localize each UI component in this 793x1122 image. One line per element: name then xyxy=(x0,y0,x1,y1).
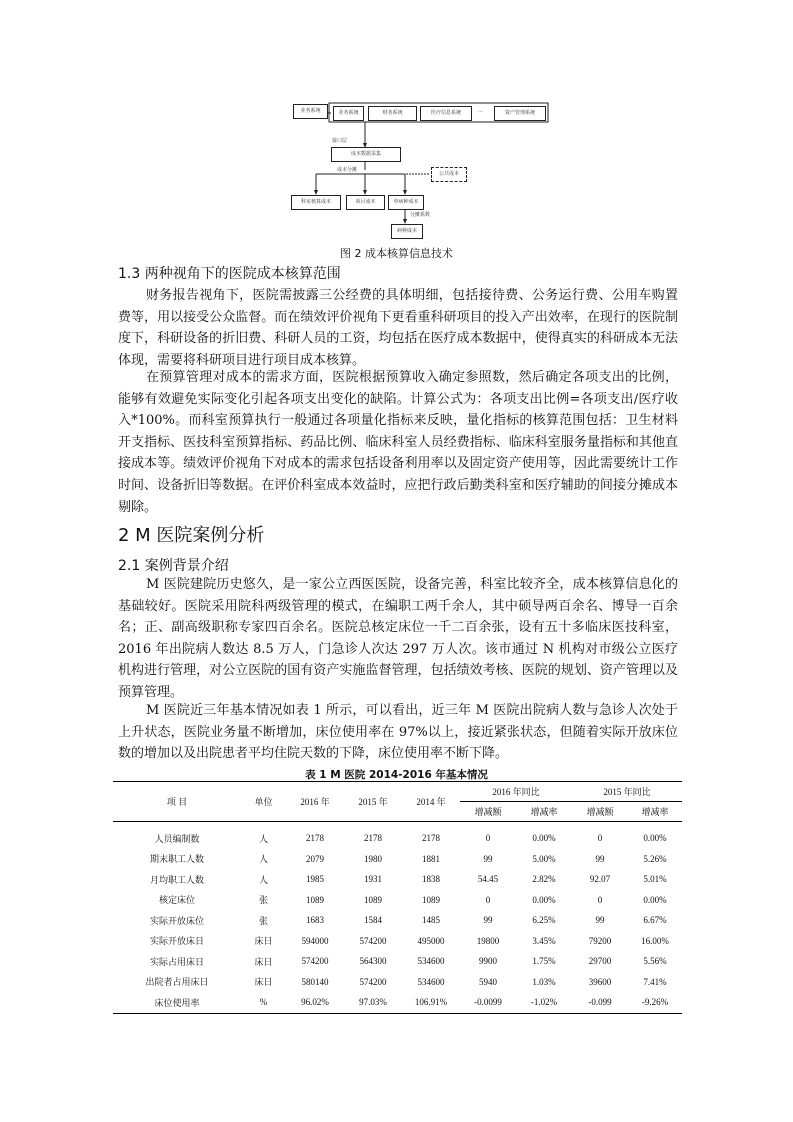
cell-inc-rate-2015: 0.00% xyxy=(643,833,667,844)
cell-inc-amount-2015: 0 xyxy=(597,833,603,844)
header-2015: 2015 年 xyxy=(344,782,402,822)
cell-inc-amount-2016: 99 xyxy=(483,915,493,926)
diagram-allocation-label: 成本分摊 xyxy=(337,167,358,173)
cell-inc-rate-2016: 3.45% xyxy=(532,935,556,946)
cell-inc-amount-2015: 0 xyxy=(597,894,603,905)
cell-unit: % xyxy=(241,992,286,1013)
cell-unit: 床日 xyxy=(254,977,273,988)
section-2-heading: 2 M 医院案例分析 xyxy=(118,525,265,546)
cell-y2015: 1089 xyxy=(364,894,382,905)
diagram-output-box-2: 项目成本 xyxy=(346,195,385,210)
cell-y2016: 1089 xyxy=(306,894,324,905)
cell-inc-rate-2016: 5.00% xyxy=(532,853,556,864)
header-2016: 2016 年 xyxy=(286,782,344,822)
cell-y2016: 580140 xyxy=(301,976,329,987)
cell-inc-rate-2015: 16.00% xyxy=(641,935,669,946)
cell-y2016: 2079 xyxy=(306,853,324,864)
table-body xyxy=(113,822,682,1014)
cell-y2014: 1089 xyxy=(422,894,440,905)
header-2014: 2014 年 xyxy=(402,782,460,822)
table-row xyxy=(113,972,682,993)
diagram-public-box: 公共成本 xyxy=(431,167,467,182)
cell-unit: 张 xyxy=(258,915,268,926)
cell-inc-rate-2016: 0.00% xyxy=(532,894,556,905)
cell-unit: 床日 xyxy=(254,936,273,947)
section-2-1-heading: 2.1 案例背景介绍 xyxy=(118,558,229,574)
table-row xyxy=(113,992,682,1013)
header-unit: 单位 xyxy=(241,782,286,822)
diagram-side-label: 分摊系数 xyxy=(410,212,431,218)
cell-y2014: 1881 xyxy=(422,853,440,864)
diagram-interface-label: 接口层 xyxy=(332,138,348,144)
table-row xyxy=(113,931,682,952)
cell-inc-rate-2015: 5.56% xyxy=(643,956,667,967)
cell-y2015: 574200 xyxy=(359,935,387,946)
cell-inc-rate-2016: 1.03% xyxy=(532,976,556,987)
cell-item: 核定床位 xyxy=(158,895,195,906)
cell-inc-rate-2016: -1.02% xyxy=(516,992,572,1013)
cell-y2015: 1584 xyxy=(364,915,382,926)
cell-y2015: 1931 xyxy=(364,874,382,885)
diagram-group-box-5: 资产管理系统 xyxy=(494,106,546,121)
diagram-connectors xyxy=(0,0,793,260)
cell-inc-amount-2016: 54.45 xyxy=(477,874,499,885)
diagram-group-box-1: 业务系统 xyxy=(333,106,364,121)
cell-inc-rate-2016: 2.82% xyxy=(532,874,556,885)
cell-item: 床位使用率 xyxy=(113,992,241,1013)
header-inc-rate-2016: 增减率 xyxy=(516,802,572,822)
diagram-group-box-3: 医疗信息系统 xyxy=(420,106,472,121)
cell-inc-rate-2015: 5.26% xyxy=(643,853,667,864)
cell-inc-amount-2015: 39600 xyxy=(588,976,612,987)
cell-inc-amount-2015: 79200 xyxy=(588,935,612,946)
cell-inc-rate-2015: 6.67% xyxy=(643,915,667,926)
cell-inc-amount-2016: -0.0099 xyxy=(460,992,516,1013)
cell-inc-rate-2015: 7.41% xyxy=(643,976,667,987)
cell-unit: 人 xyxy=(258,854,268,865)
cell-inc-amount-2016: 9900 xyxy=(479,956,497,967)
diagram-bottom-box: 病种成本 xyxy=(391,224,423,239)
cell-item: 实际开放床位 xyxy=(149,915,204,926)
cell-inc-amount-2016: 99 xyxy=(483,853,493,864)
cell-inc-amount-2015: -0.099 xyxy=(572,992,628,1013)
cell-y2014: 1838 xyxy=(422,874,440,885)
table-row xyxy=(113,849,682,870)
section-1-3-paragraph-2: 在预算管理对成本的需求方面，医院根据预算收入确定参照数，然后确定各项支出的比例，能够有效避免实际变化引起各项支出变化的缺陷。计算公式为：各项支出比例=各项支出/医疗收入*100%。而科室预算执行一般通过各项量化指标来反映，量化指标的核算范围包括：卫生材料开支指标、医技科室预算指标、药品比例、临床科室人员经费指标、临床科室服务量指标和其他直接成本等。绩效评价视角下对成本的需求包括设备利用率以及固定资产使用等，因此需要统计工作时间、设备折旧等数据。在评价科室成本效益时，应把行政后勤类科室和医疗辅助的间接分摊成本剔除。 xyxy=(118,370,678,515)
header-item: 项 目 xyxy=(113,782,241,822)
cell-y2015: 97.03% xyxy=(344,992,402,1013)
cell-inc-amount-2015: 29700 xyxy=(588,956,612,967)
cell-item: 人员编制数 xyxy=(154,833,200,844)
cell-item: 月均职工人数 xyxy=(149,874,204,885)
header-cmp-2015: 2015 年同比 xyxy=(572,782,682,802)
cell-y2014: 2178 xyxy=(422,833,440,844)
cell-y2016: 1985 xyxy=(306,874,324,885)
cell-inc-amount-2016: 0 xyxy=(485,833,491,844)
section-2-1-paragraph-1: M 医院建院历史悠久，是一家公立西医医院，设备完善，科室比较齐全，成本核算信息化的基础较好。医院采用院科两级管理的模式，在编职工两千余人，其中硕导两百余名、博导一百余名；正、副高级职称专家四百余名。医院总核定床位一千二百余张，设有五十多临床医技科室， 2016 年出院病人数达 8.5 万人，门急诊人次达 297 万人次。该市通过 N 机构对市级公立医疗机构进行管理，对公立医院的国有资产实施监督管理，包括绩效考核、医院的规划、资产管理以及预算管理。 xyxy=(118,577,678,700)
cell-y2014: 106.91% xyxy=(402,992,460,1013)
cell-inc-amount-2016: 0 xyxy=(485,894,491,905)
basic-info-table xyxy=(113,781,682,1014)
header-inc-rate-2015: 增减率 xyxy=(628,802,682,822)
cell-inc-rate-2016: 0.00% xyxy=(532,833,556,844)
cell-y2016: 574200 xyxy=(301,956,329,967)
cell-y2016: 96.02% xyxy=(286,992,344,1013)
header-inc-amount-2016: 增减额 xyxy=(460,802,516,822)
cell-y2014: 534600 xyxy=(417,956,445,967)
cell-unit: 人 xyxy=(258,874,268,885)
cell-inc-rate-2016: 6.25% xyxy=(532,915,556,926)
cell-inc-amount-2016: 5940 xyxy=(479,976,497,987)
cell-y2015: 564300 xyxy=(359,956,387,967)
diagram-ellipsis: … xyxy=(478,108,483,114)
cell-inc-rate-2015: 5.01% xyxy=(643,874,667,885)
cell-item: 实际开放床日 xyxy=(149,936,204,947)
section-1-3-heading: 1.3 两种视角下的医院成本核算范围 xyxy=(118,266,341,282)
diagram-output-box-3: 单病种成本 xyxy=(388,195,424,210)
cell-inc-amount-2016: 19800 xyxy=(476,935,500,946)
cell-inc-amount-2015: 99 xyxy=(595,915,605,926)
cell-y2016: 1683 xyxy=(306,915,324,926)
section-1-3-paragraph-1: 财务报告视角下，医院需披露三公经费的具体明细，包括接待费、公务运行费、公用车购置费等，用以接受公众监督。而在绩效评价视角下更看重科研项目的投入产出效率，在现行的医院制度下，科研设备的折旧费、科研人员的工资，均包括在医疗成本数据中，使得真实的科研成本无法体现，需要将科研项目进行项目成本核算。 xyxy=(118,288,678,368)
diagram-business-box: 业务系统 xyxy=(293,104,328,119)
cell-inc-rate-2015: 0.00% xyxy=(643,894,667,905)
cell-y2015: 2178 xyxy=(364,833,382,844)
cell-item: 期末职工人数 xyxy=(149,854,204,865)
figure-caption: 图 2 成本核算信息技术 xyxy=(340,247,453,260)
cell-y2015: 574200 xyxy=(359,976,387,987)
cell-y2014: 495000 xyxy=(417,935,445,946)
cell-y2015: 1980 xyxy=(364,853,382,864)
cell-inc-amount-2015: 92.07 xyxy=(589,874,611,885)
cell-y2014: 1485 xyxy=(422,915,440,926)
cell-inc-rate-2015: -9.26% xyxy=(628,992,682,1013)
table-row xyxy=(113,822,682,849)
cell-y2014: 534600 xyxy=(417,976,445,987)
table-row xyxy=(113,869,682,890)
cell-item: 出院者占用床日 xyxy=(145,977,209,988)
section-2-1-paragraph-2: M 医院近三年基本情况如表 1 所示，可以看出，近三年 M 医院出院病人数与急诊人次处于上升状态，医院业务量不断增加，床位使用率在 97%以上，接近紧张状态，但随着实际开放床位数的增加以及出院患者平均住院天数的下降，床位使用率不断下降。 xyxy=(118,703,678,762)
cell-y2016: 594000 xyxy=(301,935,329,946)
table-caption: 表 1 M 医院 2014-2016 年基本情况 xyxy=(305,769,488,781)
table-row xyxy=(113,951,682,972)
cell-unit: 床日 xyxy=(254,956,273,967)
cell-item: 实际占用床日 xyxy=(149,956,204,967)
cell-inc-amount-2015: 99 xyxy=(595,853,605,864)
header-cmp-2016: 2016 年同比 xyxy=(460,782,572,802)
cell-inc-rate-2016: 1.75% xyxy=(532,956,556,967)
diagram-group-box-2: 财务系统 xyxy=(368,106,417,121)
diagram-output-box-1: 科室核算成本 xyxy=(291,195,341,210)
cell-unit: 张 xyxy=(258,895,268,906)
diagram-cost-collect-box: 成本数据采集 xyxy=(331,147,401,162)
cell-unit: 人 xyxy=(258,833,268,844)
header-inc-amount-2015: 增减额 xyxy=(572,802,628,822)
table-row xyxy=(113,890,682,911)
table-row xyxy=(113,910,682,931)
cell-y2016: 2178 xyxy=(306,833,324,844)
